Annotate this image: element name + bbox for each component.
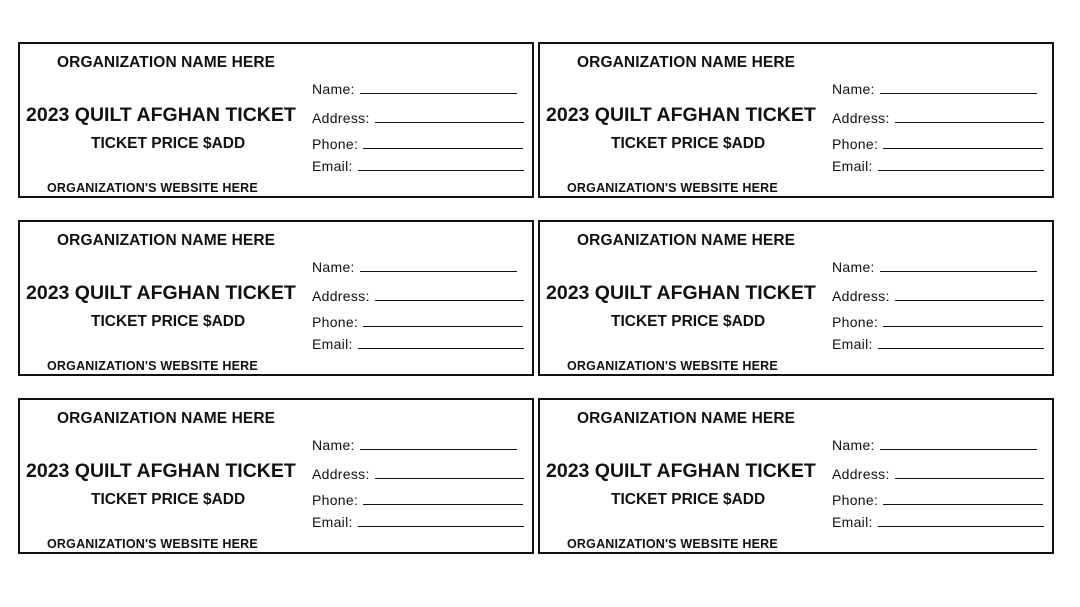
ticket-price: TICKET PRICE $ADD [91,313,246,330]
name-field [832,259,1037,275]
organization-website: ORGANIZATION'S WEBSITE HERE [47,181,258,195]
name-label: Name: [832,259,875,275]
organization-website: ORGANIZATION'S WEBSITE HERE [567,359,778,373]
address-blank-line [375,299,524,301]
name-field [832,437,1037,453]
address-label: Address: [832,466,890,482]
name-blank-line [880,92,1037,94]
email-blank-line [878,169,1044,171]
ticket [18,398,534,554]
organization-name: ORGANIZATION NAME HERE [577,54,796,71]
organization-website: ORGANIZATION'S WEBSITE HERE [567,537,778,551]
name-label: Name: [312,259,355,275]
organization-name: ORGANIZATION NAME HERE [577,232,796,249]
phone-label: Phone: [312,492,359,508]
email-field [312,158,524,174]
name-blank-line [360,92,517,94]
address-field [312,466,524,482]
email-blank-line [358,347,524,349]
organization-name: ORGANIZATION NAME HERE [57,232,276,249]
address-label: Address: [312,110,370,126]
address-field [832,110,1044,126]
ticket-price: TICKET PRICE $ADD [91,491,246,508]
email-label: Email: [312,158,353,174]
email-label: Email: [832,514,873,530]
email-blank-line [878,525,1044,527]
ticket-price: TICKET PRICE $ADD [611,135,766,152]
organization-name: ORGANIZATION NAME HERE [577,410,796,427]
ticket-title: 2023 QUILT AFGHAN TICKET [546,460,816,482]
phone-label: Phone: [832,492,879,508]
name-blank-line [880,448,1037,450]
ticket [538,220,1054,376]
name-label: Name: [832,81,875,97]
ticket-title: 2023 QUILT AFGHAN TICKET [26,104,296,126]
address-blank-line [375,477,524,479]
ticket-price: TICKET PRICE $ADD [91,135,246,152]
phone-blank-line [363,325,523,327]
name-blank-line [360,448,517,450]
name-field [832,81,1037,97]
organization-name: ORGANIZATION NAME HERE [57,410,276,427]
phone-blank-line [883,147,1043,149]
phone-field [312,314,523,330]
name-label: Name: [312,437,355,453]
name-blank-line [880,270,1037,272]
phone-label: Phone: [312,136,359,152]
email-blank-line [358,169,524,171]
phone-label: Phone: [832,136,879,152]
phone-blank-line [883,325,1043,327]
name-field [312,437,517,453]
phone-field [312,136,523,152]
address-field [312,110,524,126]
phone-label: Phone: [312,314,359,330]
address-label: Address: [312,466,370,482]
ticket-price: TICKET PRICE $ADD [611,313,766,330]
email-label: Email: [312,514,353,530]
address-field [312,288,524,304]
ticket-price: TICKET PRICE $ADD [611,491,766,508]
name-field [312,81,517,97]
ticket-title: 2023 QUILT AFGHAN TICKET [546,104,816,126]
name-field [312,259,517,275]
name-label: Name: [312,81,355,97]
email-label: Email: [832,158,873,174]
address-label: Address: [832,110,890,126]
phone-label: Phone: [832,314,879,330]
name-blank-line [360,270,517,272]
ticket [18,220,534,376]
email-label: Email: [832,336,873,352]
address-blank-line [895,299,1044,301]
address-field [832,288,1044,304]
address-blank-line [895,477,1044,479]
phone-blank-line [363,147,523,149]
email-blank-line [878,347,1044,349]
phone-field [832,492,1043,508]
email-field [832,514,1044,530]
email-field [312,514,524,530]
ticket-title: 2023 QUILT AFGHAN TICKET [26,282,296,304]
address-label: Address: [312,288,370,304]
address-blank-line [895,121,1044,123]
ticket-title: 2023 QUILT AFGHAN TICKET [546,282,816,304]
organization-website: ORGANIZATION'S WEBSITE HERE [47,537,258,551]
phone-blank-line [883,503,1043,505]
email-label: Email: [312,336,353,352]
address-label: Address: [832,288,890,304]
address-blank-line [375,121,524,123]
ticket [18,42,534,198]
email-blank-line [358,525,524,527]
organization-website: ORGANIZATION'S WEBSITE HERE [47,359,258,373]
phone-field [832,136,1043,152]
email-field [832,336,1044,352]
phone-field [312,492,523,508]
name-label: Name: [832,437,875,453]
ticket [538,42,1054,198]
phone-blank-line [363,503,523,505]
ticket-title: 2023 QUILT AFGHAN TICKET [26,460,296,482]
email-field [832,158,1044,174]
organization-website: ORGANIZATION'S WEBSITE HERE [567,181,778,195]
ticket [538,398,1054,554]
address-field [832,466,1044,482]
phone-field [832,314,1043,330]
organization-name: ORGANIZATION NAME HERE [57,54,276,71]
email-field [312,336,524,352]
